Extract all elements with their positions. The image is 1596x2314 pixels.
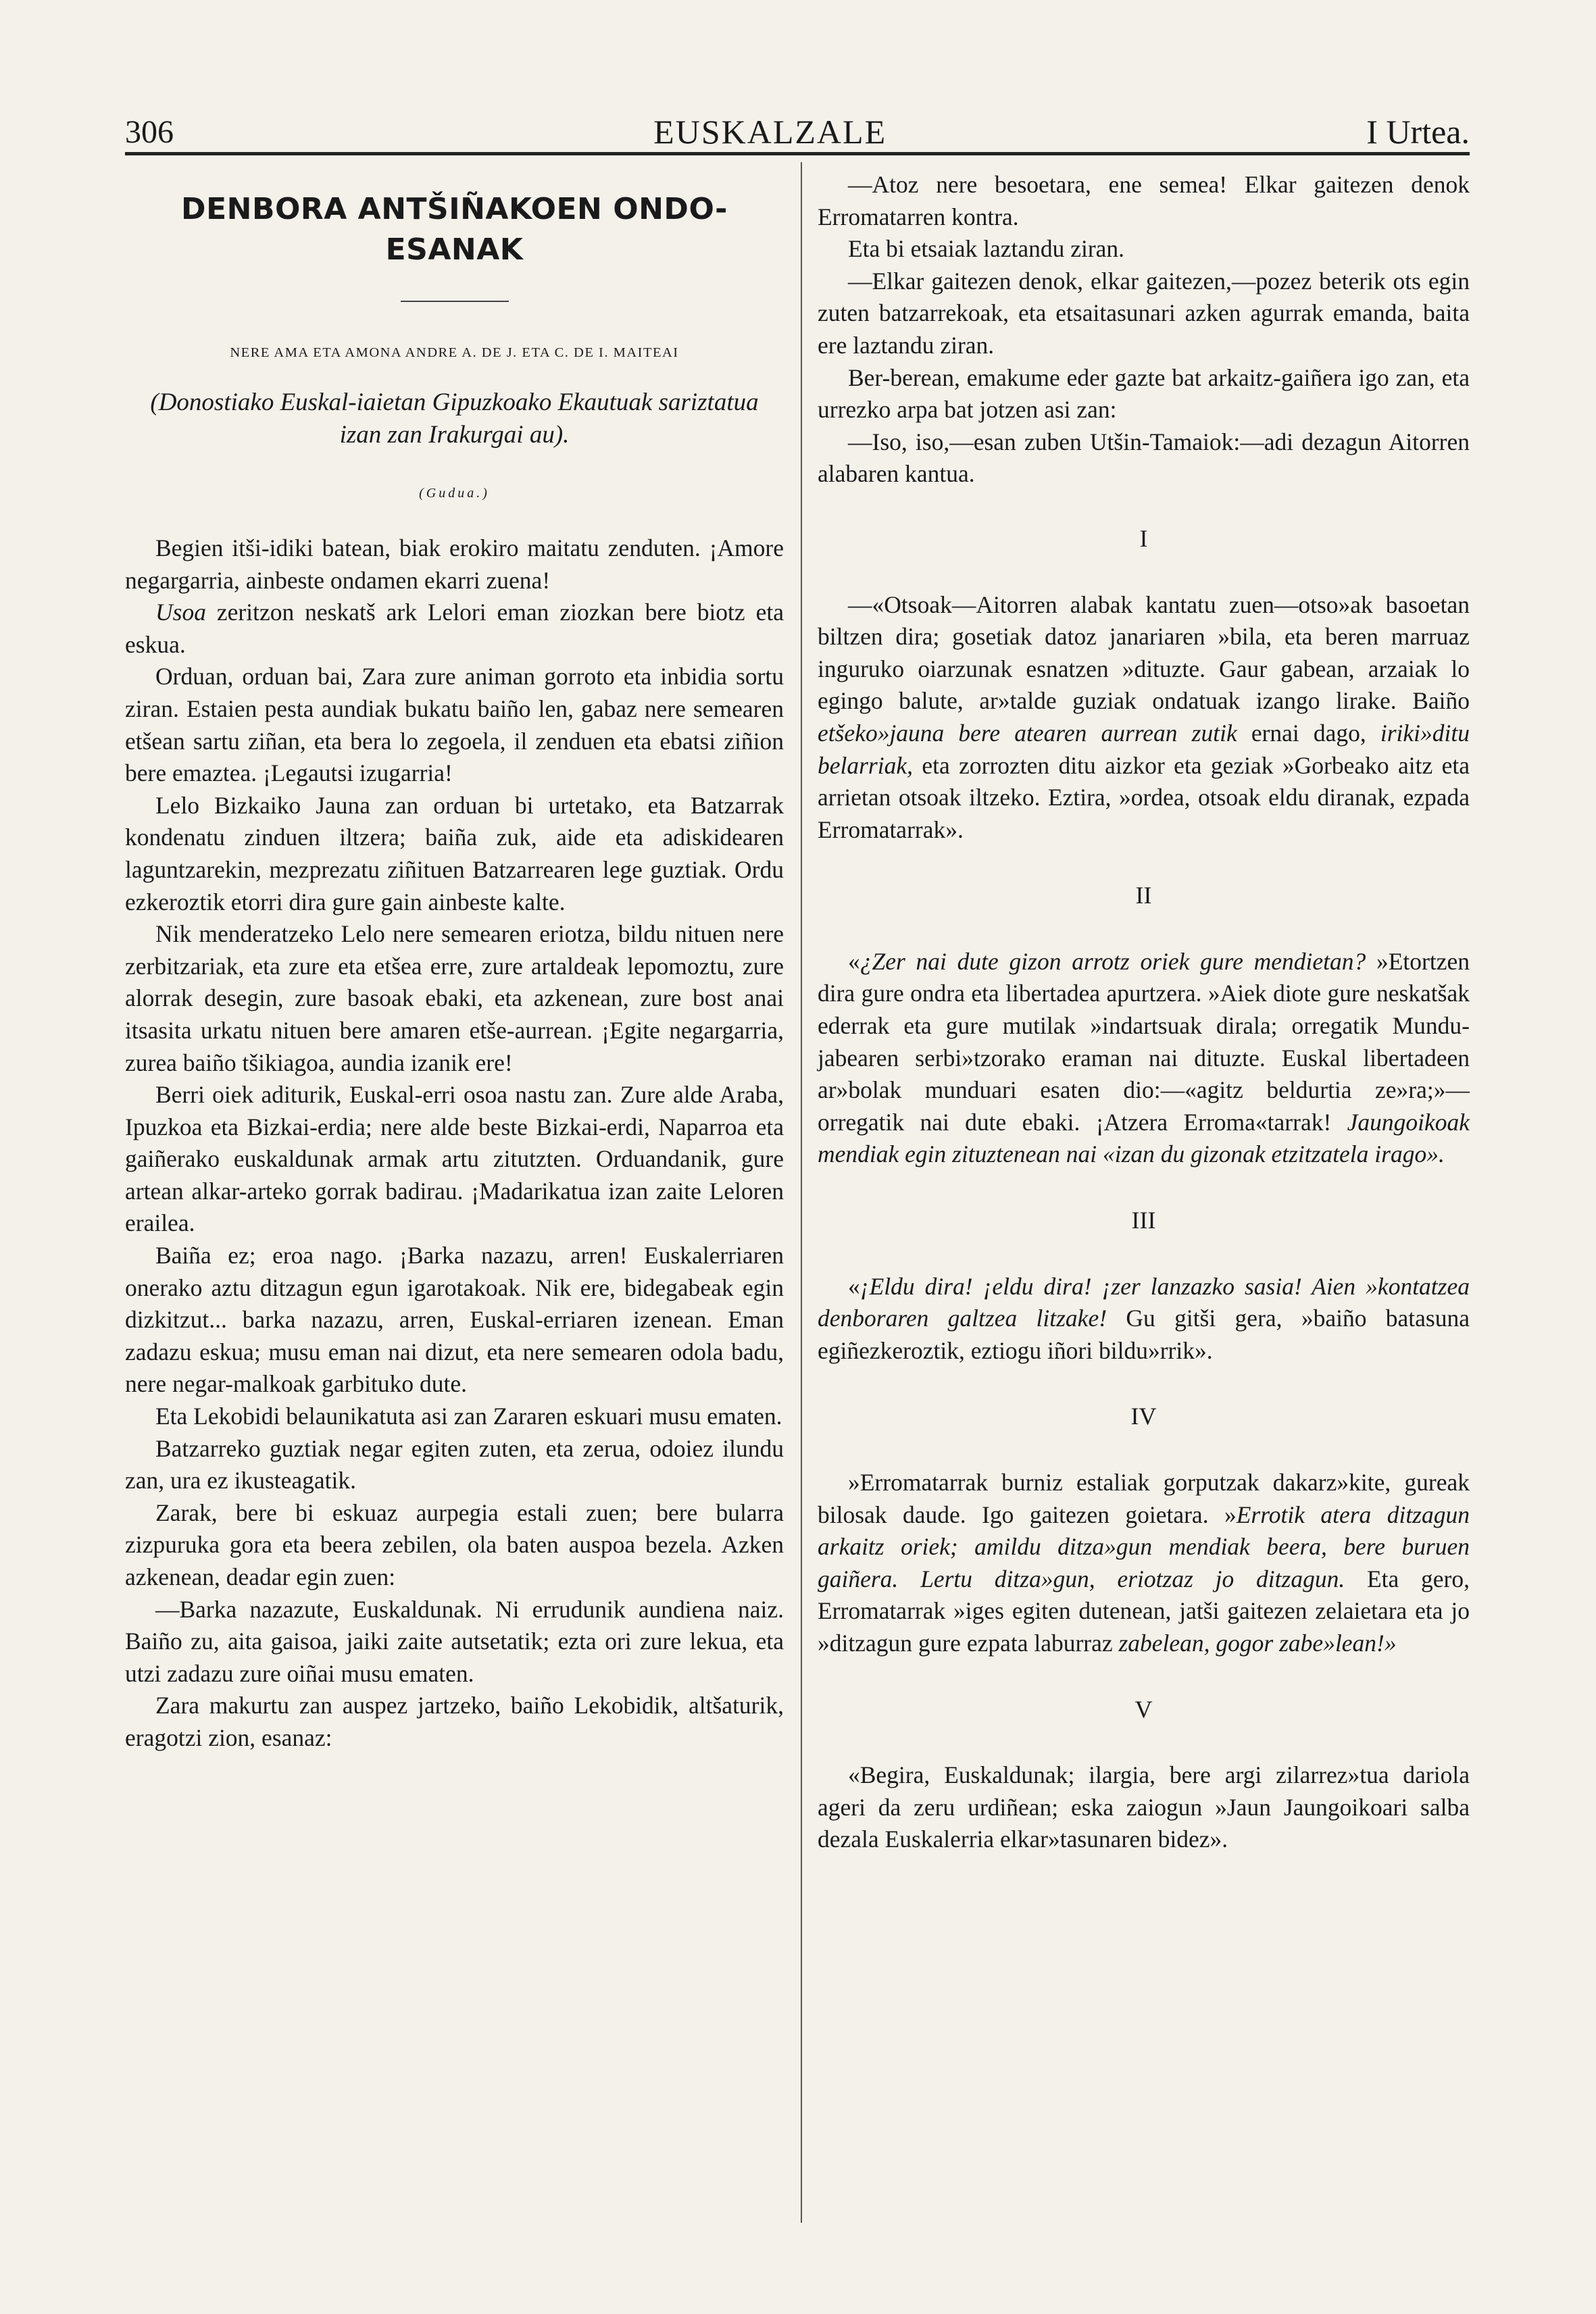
paragraph: Eta Lekobidi belaunikatuta asi zan Zararen eskuari musu ematen. xyxy=(155,1403,782,1430)
song-paragraph: «Begira, Euskaldunak; ilargia, bere argi zilarrez»tua dariola ageri da zeru urdiñean; eska zaiogun »Jaun Jaungoikoari salba dezala Euskalerria elkar»tasunaren bidez». xyxy=(818,1761,1470,1853)
paragraph: —Atoz nere besoetara, ene semea! Elkar gaitezen denok Erromatarren kontra. xyxy=(818,171,1470,230)
section-numeral: II xyxy=(1135,882,1152,909)
page-number: 306 xyxy=(125,114,174,150)
paragraph: Ber-berean, emakume eder gazte bat arkaitz-gaiñera igo zan, eta urrezko arpa bat jotzen asi zan: xyxy=(818,363,1470,424)
column-divider xyxy=(801,162,802,2223)
song-paragraph xyxy=(818,946,1470,1171)
title-rule xyxy=(401,301,509,302)
paragraph: Zara makurtu zan auspez jartzeko, baiño Lekobidik, altšaturik, eragotzi zion, esanaz: xyxy=(125,1692,784,1751)
song-text: Eta gero, Erromatarrak »iges egiten dutenean, jatši gaitezen zelaietara eta jo »ditzagun gure ezpata laburraz xyxy=(818,1565,1470,1657)
song-text: Gu gitši gera, »baiño batasuna egiñezkeroztik, eztiogu iñori bildu»rrik». xyxy=(818,1305,1470,1364)
song-text: —«Otsoak—Aitorren alabak kantatu zuen—otso»ak basoetan biltzen dira; gosetiak datoz janariaren »bila, eta beren marruaz inguruko oiarzunak esnatzen »dituzte. Gaur gabean, arzaiak lo egingo balute, ar»talde guziak ondatuak izango lirake. Baiño xyxy=(818,590,1470,715)
emphasis: zabelean, gogor zabe»lean!» xyxy=(1118,1629,1397,1657)
paragraph: Berri oiek aditurik, Euskal-erri osoa nastu zan. Zure alde Araba, Ipuzkoa eta Bizkai-erdia; nere alde beste Bizkai-erdi, Naparroa eta gaiñerako euskaldunak armak artu zitutzten. Orduandanik, gure artean alkar-arteko gorrak badirau. ¡Madarikatua izan zaite Leloren erailea. xyxy=(125,1081,784,1237)
paragraph: Lelo Bizkaiko Jauna zan orduan bi urtetako, eta Batzarrak kondenatu zinduen iltzera; baiña zuk, aide eta adiskidearen laguntzarekin, mezprezatu ziñituen Batzarrearen lege guztiak. Ordu ezkeroztik etorri dira gure gain ainbeste kalte. xyxy=(125,791,784,915)
paragraph: Batzarreko guztiak negar egiten zuten, eta zerua, odoiez ilundu zan, ura ez ikusteagatik. xyxy=(125,1434,784,1494)
paragraph: Zarak, bere bi eskuaz aurpegia estali zuen; bere bularra zizpuruka gora eta beera zebilen, ola baten auspoa bezela. Azken azkenean, deadar egin zuen: xyxy=(125,1499,784,1590)
paragraph-text: zeritzon neskatš ark Lelori eman ziozkan bere biotz eta eskua. xyxy=(125,599,784,658)
right-column xyxy=(818,169,1470,1856)
song-paragraph xyxy=(818,589,1470,847)
song-paragraph xyxy=(818,1467,1470,1660)
paragraph: —Elkar gaitezen denok, elkar gaitezen,—pozez beterik ots egin zuten batzarrekoak, eta etsaitasunari azken agurrak emanda, baita ere laztandu ziran. xyxy=(818,267,1470,359)
song-text: »Erromatarrak burniz estaliak gorputzak dakarz»kite, gureak bilosak daude. Igo gaitezen goietara. » xyxy=(818,1469,1470,1528)
section-numeral: V xyxy=(1134,1695,1153,1723)
running-header xyxy=(125,101,1470,149)
section-numeral: IV xyxy=(1130,1403,1157,1430)
left-column xyxy=(125,169,784,1755)
song-text: eta zorrozten ditu aizkor eta geziak »Gorbeako aitz eta arrietan otsoak iltzeko. Eztira, »ordea, otsoak eldu diranak, ezpada Erromatarrak». xyxy=(818,751,1470,843)
section-numeral: III xyxy=(1131,1207,1156,1234)
song-text: « xyxy=(848,947,860,975)
article-subtitle: (Donostiako Euskal-iaietan Gipuzkoako Ekautuak sariztatua izan zan Irakurgai au). xyxy=(150,388,759,449)
paragraph: —Barka nazazute, Euskaldunak. Ni errudunik aundiena naiz. Baiño zu, aita gaisoa, jaiki zaite autsetatik; ezta ori zure lekua, eta utzi zadazu zure oiñai musu ematen. xyxy=(125,1595,784,1687)
paragraph: Orduan, orduan bai, Zara zure animan gorroto eta inbidia sortu ziran. Estaien pesta aundiak bukatu baiño len, gabaz nere semearen etšean sartu ziñan, eta bera lo zegoela, il zenduen eta ebatsi ziñion bere emaztea. ¡Legautsi izugarria! xyxy=(125,663,784,787)
emphasis: Jaungoikoak mendiak egin zituztenean nai «izan du gizonak etzitzatela irago». xyxy=(818,1108,1470,1168)
paragraph: Baiña ez; eroa nago. ¡Barka nazazu, arren! Euskalerriaren onerako aztu ditzagun egun igarotakoak. Nik ere, bidegabeak egin dizkitzut... barka nazazu, arren, Euskal-erriaren izenean. Eman zadazu eskua; musu eman nai dizut, eta nere semearen odola badu, nere negar-malkoak garbituko dute. xyxy=(125,1242,784,1398)
emphasis: iriki»ditu belarriak, xyxy=(818,719,1470,779)
emphasis: Usoa xyxy=(155,599,206,626)
section-label: (Gudua.) xyxy=(419,486,490,501)
running-title: EUSKALZALE xyxy=(653,113,887,151)
song-text: « xyxy=(848,1272,860,1300)
article-title: DENBORA ANTŠIÑAKOEN ONDO-ESANAK xyxy=(181,192,728,267)
song-text: »Etortzen dira gure ondra eta libertadea apurtzera. »Aiek diote gure neskatšak ederrak eta gure mutilak »indartsuak dirala; orregatik Mundu-jabearen serbi»tzorako eraman nai dituzte. Euskal libertadeen ar»bolak munduari esaten dio:—«agitz beldurtia ze»ra;»—orregatik nai dute ebaki. ¡Atzera Erroma«tarrak! xyxy=(818,947,1470,1136)
paragraph xyxy=(125,597,784,661)
emphasis: Errotik atera ditzagun arkaitz oriek; amildu ditza»gun mendiak beera, bere buruen gaiñera. Lertu ditza»gun, eriotzaz jo ditzagun. xyxy=(818,1501,1470,1592)
section-numeral: I xyxy=(1139,524,1148,552)
paragraph: Eta bi etsaiak laztandu ziran. xyxy=(848,235,1125,263)
paragraph: Begien itši-idiki batean, biak erokiro maitatu zenduten. ¡Amore negargarria, ainbeste ondamen ekarri zuena! xyxy=(125,534,784,594)
emphasis: etšeko»jauna bere atearen aurrean zutik xyxy=(818,719,1237,747)
dedication: NERE AMA ETA AMONA ANDRE A. DE J. ETA C. DE I. MAITEAI xyxy=(230,345,679,360)
emphasis: ¡Eldu dira! ¡eldu dira! ¡zer lanzazko sasia! Aien »kontatzea denboraren galtzea litzake! xyxy=(818,1272,1470,1332)
paragraph: —Iso, iso,—esan zuben Utšin-Tamaiok:—adi dezagun Aitorren alabaren kantua. xyxy=(818,428,1470,488)
song-paragraph xyxy=(818,1271,1470,1367)
song-text: ernai dago, xyxy=(1237,719,1380,747)
paragraph: Nik menderatzeko Lelo nere semearen eriotza, bildu nituen nere zerbitzariak, eta zure eta etšea erre, zure artaldeak lepomoztu, zure alorrak desegin, zure basoak ebaki, eta azkenean, zure bost anai itsasita urkatu nituen bere amaren etše-aurrean. ¡Egite negargarria, zurea baiño tšikiagoa, aundia izanik ere! xyxy=(125,920,784,1076)
volume-label: I Urtea. xyxy=(1366,113,1470,151)
emphasis: ¿Zer nai dute gizon arrotz oriek gure mendietan? xyxy=(859,947,1366,975)
header-rule xyxy=(125,152,1470,155)
